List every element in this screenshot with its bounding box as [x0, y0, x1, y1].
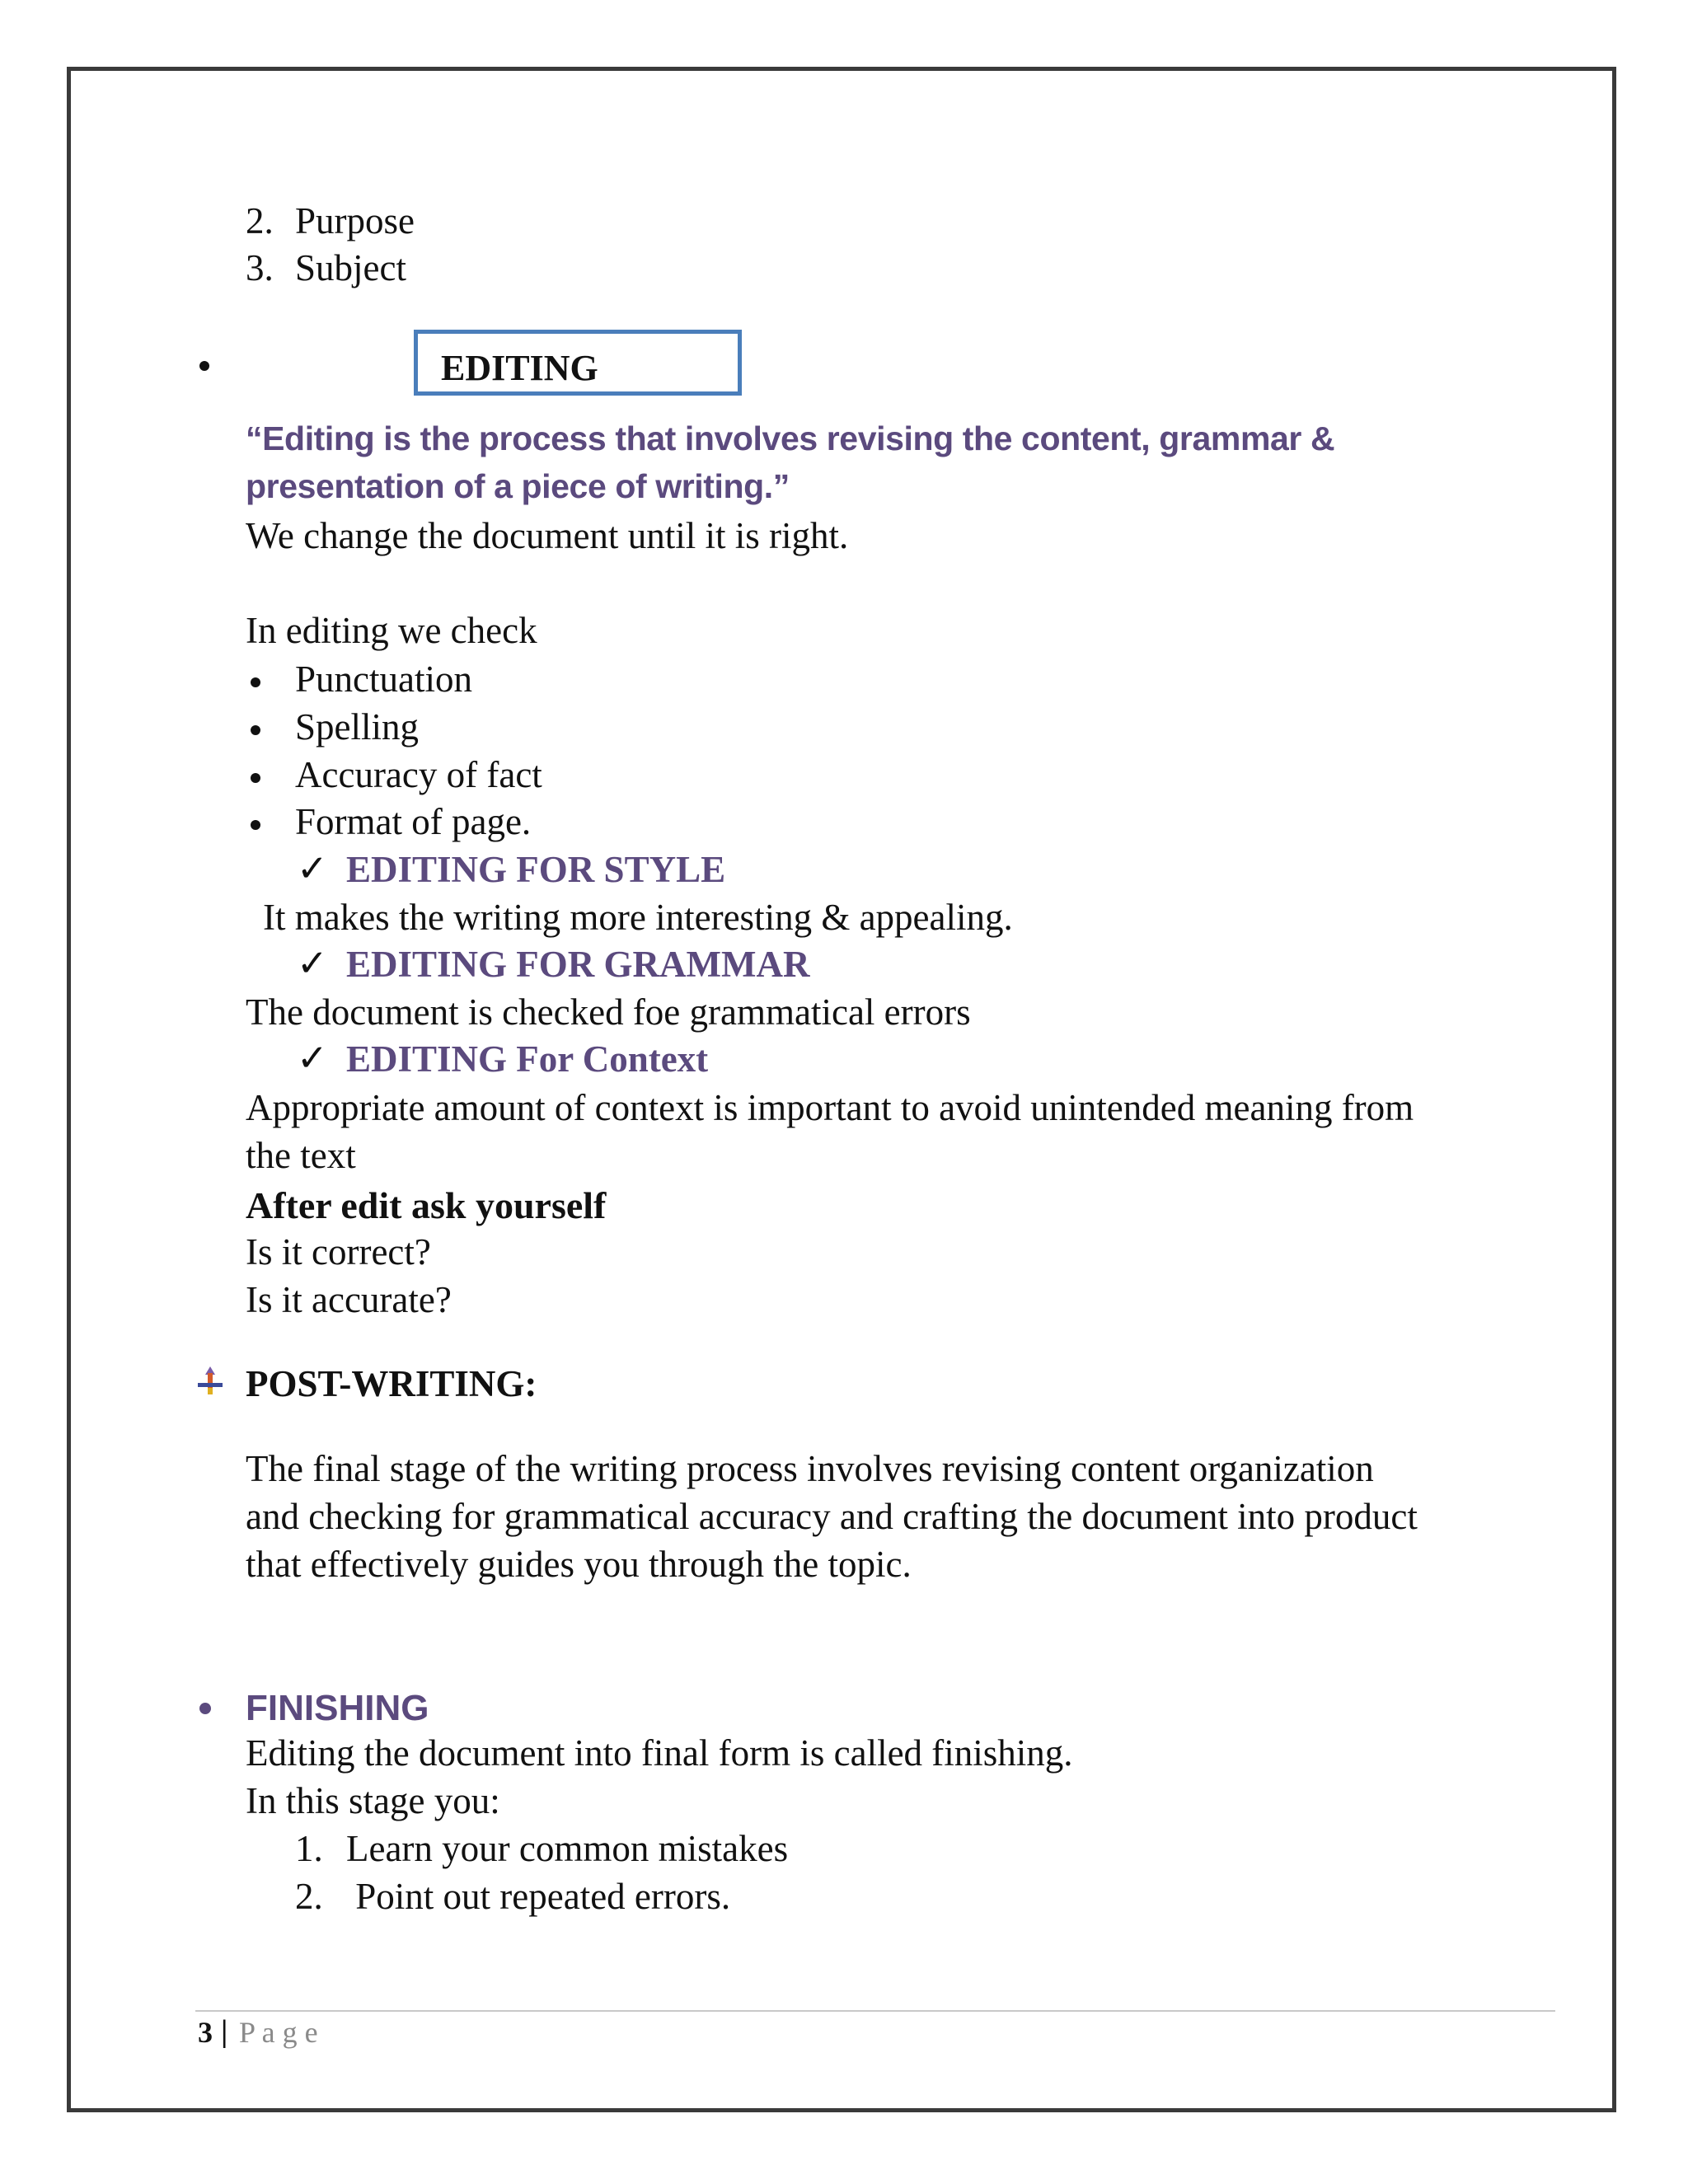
bullet-icon: [251, 820, 260, 830]
check-mark-icon: ✓: [297, 943, 328, 984]
step-repeated-errors: Point out repeated errors.: [346, 1876, 731, 1917]
page-label: P a g e: [239, 2016, 318, 2049]
check-item-spelling: Spelling: [295, 706, 420, 748]
list-item-number: 3.: [246, 247, 274, 288]
finishing-line2: In this stage you:: [246, 1780, 500, 1821]
page-number: 3: [198, 2016, 213, 2049]
editing-heading: EDITING: [441, 348, 598, 388]
step-number: 1.: [295, 1828, 323, 1869]
post-writing-line2: and checking for grammatical accuracy and crafting the document into product: [246, 1496, 1418, 1537]
context-text-line2: the text: [246, 1135, 356, 1176]
finishing-line1: Editing the document into final form is called finishing.: [246, 1732, 1073, 1774]
check-item-format: Format of page.: [295, 801, 532, 842]
bullet-icon: [251, 773, 260, 783]
style-heading: EDITING FOR STYLE: [346, 849, 726, 890]
bullet-icon: [251, 677, 260, 687]
editing-definition-line2: presentation of a piece of writing.”: [246, 467, 790, 505]
context-heading: EDITING For Context: [346, 1038, 709, 1080]
editing-intro: We change the document until it is right.: [246, 515, 849, 556]
style-text: It makes the writing more interesting & appealing.: [263, 897, 1013, 938]
check-mark-icon: ✓: [297, 848, 328, 889]
question-correct: Is it correct?: [246, 1231, 431, 1272]
list-item-number: 2.: [246, 200, 274, 241]
finishing-heading: FINISHING: [246, 1688, 429, 1728]
footer-separator: |: [221, 2014, 228, 2049]
bullet-icon: [199, 361, 209, 371]
check-intro: In editing we check: [246, 610, 537, 651]
arrow-bullet-icon: [196, 1365, 224, 1396]
footer-rule: [195, 2010, 1555, 2012]
context-text-line1: Appropriate amount of context is important to avoid unintended meaning from: [246, 1087, 1414, 1128]
bullet-icon: [199, 1703, 211, 1714]
grammar-text: The document is checked foe grammatical errors: [246, 991, 971, 1033]
list-item-purpose: Purpose: [295, 200, 415, 241]
grammar-heading: EDITING FOR GRAMMAR: [346, 944, 810, 985]
editing-heading-box: [414, 330, 742, 396]
post-writing-line3: that effectively guides you through the topic.: [246, 1544, 912, 1585]
step-number: 2.: [295, 1876, 323, 1917]
editing-definition-line1: “Editing is the process that involves revising the content, grammar &: [246, 419, 1335, 457]
after-edit-heading: After edit ask yourself: [246, 1184, 607, 1226]
post-writing-heading: POST-WRITING:: [246, 1363, 537, 1404]
question-accurate: Is it accurate?: [246, 1279, 452, 1320]
list-item-subject: Subject: [295, 247, 406, 288]
post-writing-line1: The final stage of the writing process involves revising content organization: [246, 1448, 1374, 1489]
step-learn-mistakes: Learn your common mistakes: [346, 1828, 789, 1869]
bullet-icon: [251, 725, 260, 735]
check-item-accuracy: Accuracy of fact: [295, 754, 542, 795]
check-mark-icon: ✓: [297, 1038, 328, 1079]
check-item-punctuation: Punctuation: [295, 658, 472, 700]
